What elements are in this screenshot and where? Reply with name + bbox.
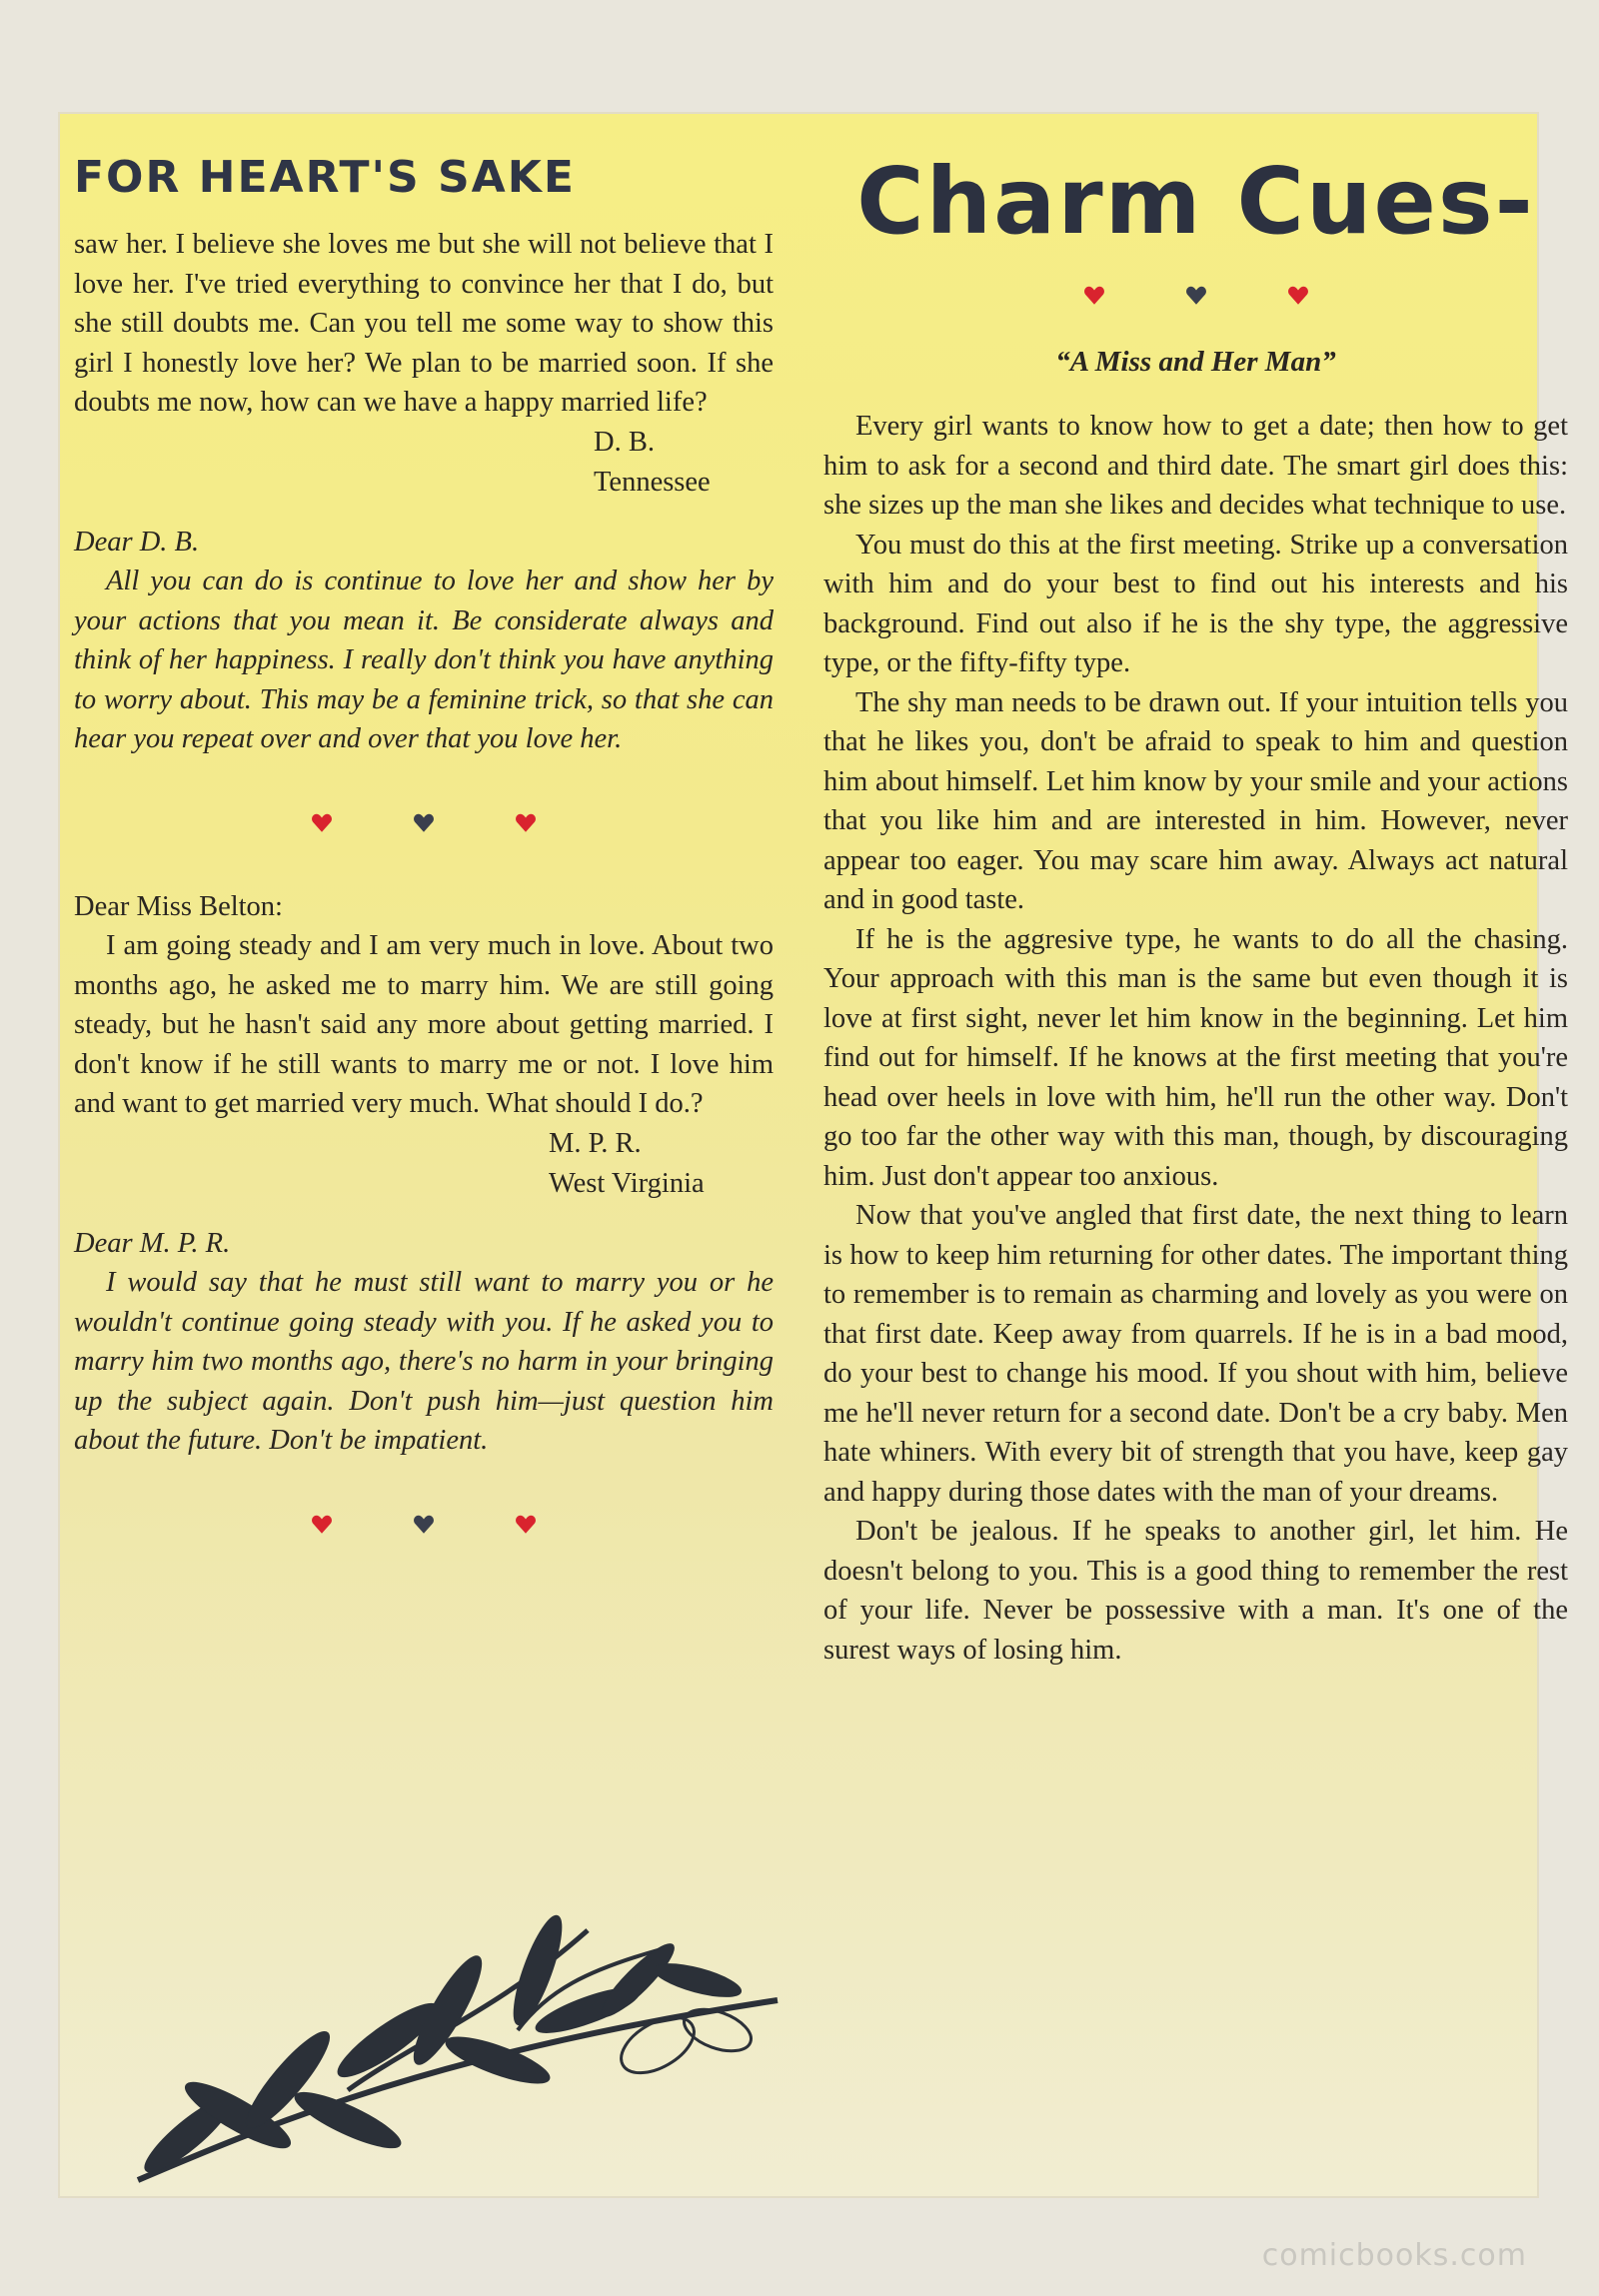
red-heart-icon: [1287, 285, 1309, 307]
article-subtitle: “A Miss and Her Man”: [1055, 346, 1336, 378]
column-heading: FOR HEART'S SAKE: [74, 152, 576, 203]
dark-heart-icon: [1185, 285, 1207, 307]
letter-signature-place: Tennessee: [594, 466, 711, 498]
red-heart-icon: [1083, 285, 1105, 307]
article-paragraph: Don't be jealous. If he speaks to another girl, let him. He doesn't belong to you. This is a good thing to remember the rest of your life. Never be possessive with a man. It's one of the surest ways of losing him.: [823, 1516, 1568, 1666]
article-paragraph: You must do this at the first meeting. Strike up a conversation with him and do your best to find out his interests and his background. Find out also if he is the shy type, the aggressive type, or the fifty-fifty type.: [823, 529, 1568, 678]
magazine-page: [58, 112, 1568, 2198]
heart-divider: [823, 276, 1568, 316]
charm-cues-column: [823, 112, 1568, 1670]
letter-signature-name: M. P. R.: [549, 1127, 642, 1159]
site-watermark: comicbooks.com: [1261, 2238, 1527, 2273]
red-heart-icon: [515, 812, 537, 834]
article-paragraph: The shy man needs to be drawn out. If your intuition tells you that he likes you, don't be afraid to speak to him and question him about himself. Let him know by your smile and your actions that you like him and are interested in him. However, never appear too eager. You may scare him away. Always act natural and in good taste.: [823, 686, 1568, 915]
reply-text: All you can do is continue to love her and show her by your actions that you mean it. Be considerate always and think of her happiness. I really don't think you have anything to worry about. This may be a feminine trick, so that she can hear you repeat over and over that you love her.: [74, 566, 774, 754]
reply-salutation: Dear D. B.: [74, 526, 200, 558]
article-paragraph: Now that you've angled that first date, the next thing to learn is how to keep him returning for other dates. The important thing to remember is to remain as charming and lovely as you were on that first date. Keep away from quarrels. If he is in a bad mood, do your best to change his mood. If you shout with him, believe me he'll never return for a second date. Don't be a cry baby. Men hate whiners. With every bit of strength that you have, keep gay and happy during those dates with the man of your dreams.: [823, 1200, 1568, 1508]
article-paragraph: Every girl wants to know how to get a date; then how to get him to ask for a second and third date. The smart girl does this: she sizes up the man she likes and decides what technique to use.: [823, 411, 1568, 521]
letter-text: saw her. I believe she loves me but she will not believe that I love her. I've tried everything to convince her that I do, but she still doubts me. Can you tell me some way to show this girl I honestly love her? We plan to be married soon. If she doubts me now, how can we have a happy married life?: [74, 229, 774, 418]
heart-divider: [74, 1505, 774, 1545]
red-heart-icon: [311, 1514, 333, 1536]
letter-salutation: Dear Miss Belton:: [74, 890, 283, 922]
letter-signature-place: West Virginia: [549, 1167, 705, 1199]
letter-text: I am going steady and I am very much in love. About two months ago, he asked me to marry him. We are still going steady, but he hasn't said any more about getting married. I don't know if he still wants to marry me or not. I love him and want to get married very much. What should I do.?: [74, 930, 774, 1119]
letter-signature-name: D. B.: [594, 426, 655, 458]
red-heart-icon: [515, 1514, 537, 1536]
reply-text: I would say that he must still want to marry you or he wouldn't continue going steady with you. If he asked you to marry him two months ago, there's no harm in your bringing up the subject again. Don't push him—just question him about the future. Don't be impatient.: [74, 1267, 774, 1456]
red-heart-icon: [311, 812, 333, 834]
leaf-branch-illustration: [118, 1890, 798, 2190]
charm-cues-title: Charm Cues-: [856, 148, 1535, 255]
dark-heart-icon: [413, 1514, 435, 1536]
dark-heart-icon: [413, 812, 435, 834]
advice-column: [74, 152, 774, 1545]
article-paragraph: If he is the aggresive type, he wants to do all the chasing. Your approach with this man is the same but even though it is love at first sight, never let him know in the beginning. Let him find out for himself. If he knows at the first meeting that you're head over heels in love with him, he'll run the other way. Don't go too far the other way with this man, though, by discouraging him. Just don't appear too anxious.: [823, 923, 1568, 1192]
reply-salutation: Dear M. P. R.: [74, 1227, 231, 1259]
heart-divider: [74, 803, 774, 843]
